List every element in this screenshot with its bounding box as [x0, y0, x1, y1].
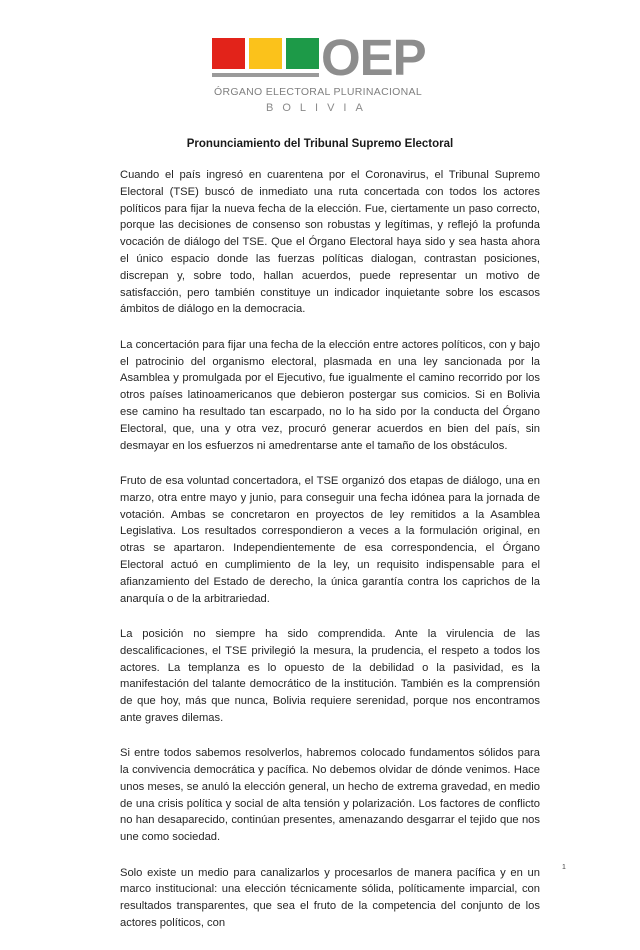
logo-red-square — [212, 38, 245, 69]
paragraph: Solo existe un medio para canalizarlos y procesarlos de manera pacífica y en un marco institucional: una elección técnicamente sólida, políticamente imparcial, con resultados transparentes, que sea el fruto de la competencia del conjunto de los actores políticos, con — [120, 866, 540, 930]
oep-logo — [208, 29, 448, 120]
logo-organization-name: ÓRGANO ELECTORAL PLURINACIONAL — [214, 86, 422, 98]
logo-country-name: BOLIVIA — [266, 102, 372, 114]
logo-green-square — [286, 38, 319, 69]
paragraph: Cuando el país ingresó en cuarentena por el Coronavirus, el Tribunal Supremo Electoral (TSE) buscó de inmediato una ruta concertada con todos los actores políticos para fijar la nueva fecha de la elección. Fue, ciertamente un paso correcto, porque las decisiones de consenso son robustas y legítimas, y reflejó la profunda vocación de diálogo del TSE. Que el Órgano Electoral haya sido y sea hasta ahora el único espacio donde las fuerzas políticas dialogan, contrastan posiciones, discrepan y, sobre todo, hallan acuerdos, puede representar un motivo de satisfacción, pero también constituye un indicador inquietante sobre los escasos ámbitos de diálogo en la democracia. — [120, 169, 540, 316]
page-number: 1 — [562, 864, 566, 871]
paragraph: Si entre todos sabemos resolverlos, habremos colocado fundamentos sólidos para la convivencia democrática y pacífica. No debemos olvidar de dónde venimos. Hace unos meses, se anuló la elección general, un hecho de extrema gravedad, en medio de una crisis política y social de alta tensión y polarización. Los factores de conflicto no han desaparecido, continúan presentes, amenazando desgarrar el tejido que nos une como sociedad. — [120, 747, 540, 844]
paragraph: Fruto de esa voluntad concertadora, el TSE organizó dos etapas de diálogo, una en marzo, otra entre mayo y junio, para conseguir una fecha idónea para la jornada de votación. Ambas se concretaron en proyectos de ley remitidos a la Asamblea Legislativa. Los resultados correspondieron a veces a la formulación original, en otras se apartaron. Independientemente de esa correspondencia, el Órgano Electoral actuó en cumplimiento de la ley, un requisito indispensable para el afianzamiento del Estado de derecho, la única garantía contra los caprichos de la anarquía o de la arbitrariedad. — [120, 474, 540, 605]
document-title: Pronunciamiento del Tribunal Supremo Electoral — [186, 138, 454, 150]
paragraph: La concertación para fijar una fecha de la elección entre actores políticos, con y bajo el patrocinio del organismo electoral, plasmada en una ley sancionada por la Asamblea y promulgada por el Ejecutivo, fue igualmente el camino recorrido por los otros países latinoamericanos que debieron postergar sus comicios. Si en Bolivia ese camino ha resultado tan escarpado, no lo ha sido por la conducta del Órgano Electoral, que, una y otra vez, procuró generar acuerdos en bien del país, sin desmayar en los esfuerzos ni amedrentarse ante el tamaño de los obstáculos. — [120, 338, 540, 452]
logo-underline-bar — [212, 73, 319, 77]
document-body — [120, 167, 540, 950]
logo-yellow-square — [249, 38, 282, 69]
paragraph: La posición no siempre ha sido comprendida. Ante la virulencia de las descalificaciones, el TSE privilegió la mesura, la prudencia, el respeto a todos los actores. La templanza es lo opuesto de la debilidad o la pasividad, es la manifestación del talante democrático de la institución. También es la comprensión de que hoy, más que nunca, Bolivia requiere serenidad, porque nos encontramos ante graves dilemas. — [120, 627, 540, 724]
logo-acronym: OEP — [321, 29, 426, 86]
